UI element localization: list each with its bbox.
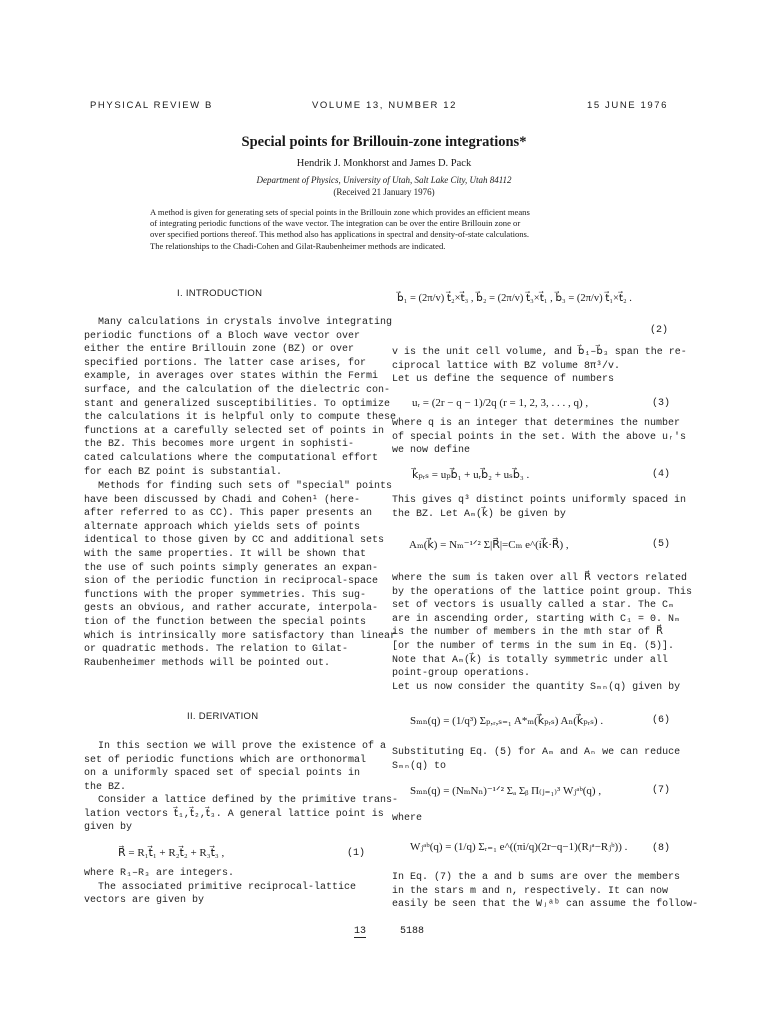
derivation-paragraph-1: In this section we will prove the existence of a set of periodic functions which are orthonormal on a uniformly spaced set of special points in the BZ. xyxy=(84,741,387,793)
equation-1-number: (1) xyxy=(347,848,366,859)
footer-volume-number: 13 xyxy=(354,926,367,937)
equation-3-number: (3) xyxy=(652,398,671,409)
equation-1: R⃗ = R₁t⃗₁ + R₂t⃗₂ + R₃t⃗₃ , xyxy=(118,847,225,859)
section-heading-introduction: I. INTRODUCTION xyxy=(177,288,263,299)
affiliation: Department of Physics, University of Utah, Salt Lake City, Utah 84112 xyxy=(256,175,512,185)
right-paragraph-1: v is the unit cell volume, and b⃗₁–b⃗₃ span the re- ciprocal lattice with BZ volume 8π³/v. Let us define the sequence of numbers xyxy=(392,347,687,386)
equation-8: Wⱼᵃᵇ(q) = (1/q) Σᵣ₌₁ e^((πi/q)(2r−q−1)(Rⱼᵃ−Rⱼᵇ)) . xyxy=(410,841,628,853)
abstract xyxy=(150,207,620,252)
equation-8-number: (8) xyxy=(652,843,671,854)
right-paragraph-3: This gives q³ distinct points uniformly spaced in the BZ. Let Aₘ(k⃗) be given by xyxy=(392,495,687,520)
equation-2: b⃗₁ = (2π/v) t⃗₂×t⃗₃ , b⃗₂ = (2π/v) t⃗₃×t⃗₁ , b⃗₃ = (2π/v) t⃗₁×t⃗₂ . xyxy=(397,293,632,304)
right-paragraph-2: where q is an integer that determines the number of special points in the set. With the above uᵣ's we now define xyxy=(392,418,687,457)
journal-name: PHYSICAL REVIEW B xyxy=(90,100,213,111)
paper-title: Special points for Brillouin-zone integrations* xyxy=(241,134,527,150)
equation-3: uᵣ = (2r − q − 1)/2q (r = 1, 2, 3, . . . , q) , xyxy=(412,397,589,409)
issue-date: 15 JUNE 1976 xyxy=(587,100,668,111)
running-header xyxy=(90,100,668,114)
equation-6: Sₘₙ(q) = (1/q³) Σₚ,ᵣ,ₛ₌₁ A*ₘ(k⃗ₚᵣₛ) Aₙ(k⃗ₚᵣₛ) . xyxy=(410,715,604,727)
abstract-line: of integrating periodic functions of the wave vector. The integration can be over the entire Brillouin zone or xyxy=(150,218,521,229)
derivation-paragraph-2: Consider a lattice defined by the primitive trans- lation vectors t⃗₁,t⃗₂,t⃗₃. A general lattice point is given by xyxy=(84,795,399,834)
abstract-line: The relationships to the Chadi-Cohen and Gilat-Raubenheimer methods are indicated. xyxy=(150,240,446,251)
derivation-paragraph-3: where R₁–R₃ are integers. The associated primitive reciprocal-lattice vectors are given by xyxy=(84,868,357,907)
right-paragraph-4: where the sum is taken over all R⃗ vectors related by the operations of the lattice point group. This set of vectors is usually called a star. The Cₘ are in ascending order, starting with C₁ = 0. Nₘ is the number of members in the mth star of R⃗ [or the number of terms in the sum in Eq. (5)]. Note that Aₘ(k⃗) is totally symmetric under all point-group operations. Let us now consider the quantity Sₘₙ(q) given by xyxy=(392,573,693,693)
where-label: where xyxy=(392,813,423,824)
equation-4-number: (4) xyxy=(652,469,671,480)
authors: Hendrik J. Monkhorst and James D. Pack xyxy=(296,158,472,169)
equation-2-number: (2) xyxy=(650,325,669,336)
abstract-line: A method is given for generating sets of special points in the Brillouin zone which provides an efficient means xyxy=(150,207,530,217)
section-heading-derivation: II. DERIVATION xyxy=(187,711,259,722)
equation-5: Aₘ(k⃗) = Nₘ⁻¹ᐟ² Σ|R⃗|=Cₘ e^(ik⃗·R⃗) , xyxy=(409,539,569,551)
volume-number: VOLUME 13, NUMBER 12 xyxy=(312,100,457,111)
equation-7: Sₘₙ(q) = (NₘNₙ)⁻¹ᐟ² Σₐ Σᵦ Π₍ⱼ₌₁₎³ Wⱼᵃᵇ(q) , xyxy=(410,785,602,797)
equation-6-number: (6) xyxy=(652,715,671,726)
equation-5-number: (5) xyxy=(652,539,671,550)
equation-7-number: (7) xyxy=(652,785,671,796)
abstract-line: over specified portions thereof. This method also has applications in spectral and density-of-state calculations. xyxy=(150,229,530,240)
right-paragraph-6: In Eq. (7) the a and b sums are over the members in the stars m and n, respectively. It can now easily be seen that the Wⱼᵃᵇ can assume the follow- xyxy=(392,872,699,911)
intro-paragraph-1: Many calculations in crystals involve integrating periodic functions of a Bloch wave vector over either the entire Brillouin zone (BZ) or over specified portions. The latter case arises, for example, in averages over states within the Fermi surface, and the calculation of the dielectric con- stant and generalized susceptibilities. To optimize the calculations it is helpful only to compute these functions at a carefully selected set of points in the BZ. This becomes more urgent in sophisti- cated calculations where the computational effort for each BZ point is substantial. xyxy=(84,317,397,478)
intro-paragraph-2: Methods for finding such sets of "special" points have been discussed by Chadi and Cohen¹ (here- after referred to as CC). This paper presents an alternate approach which yields sets of points identical to those given by CC and additional sets with the same properties. It will be shown that the use of such points simply generates an expan- sion of the periodic function in reciprocal-space functions with the proper symmetries. This sug- gests an obvious, and rather accurate, interpola- tion of the function between the special points which is intrinsically more satisfactory than linear or quadratic methods. The relation to Gilat- Raubenheimer methods will be pointed out. xyxy=(84,481,397,669)
received-date: (Received 21 January 1976) xyxy=(333,187,435,197)
page-number: 5188 xyxy=(400,926,425,937)
right-paragraph-5: Substituting Eq. (5) for Aₘ and Aₙ we can reduce Sₘₙ(q) to xyxy=(392,747,681,772)
equation-4: k⃗ₚᵣₛ = uₚb⃗₁ + uᵣb⃗₂ + uₛb⃗₃ . xyxy=(412,469,530,481)
